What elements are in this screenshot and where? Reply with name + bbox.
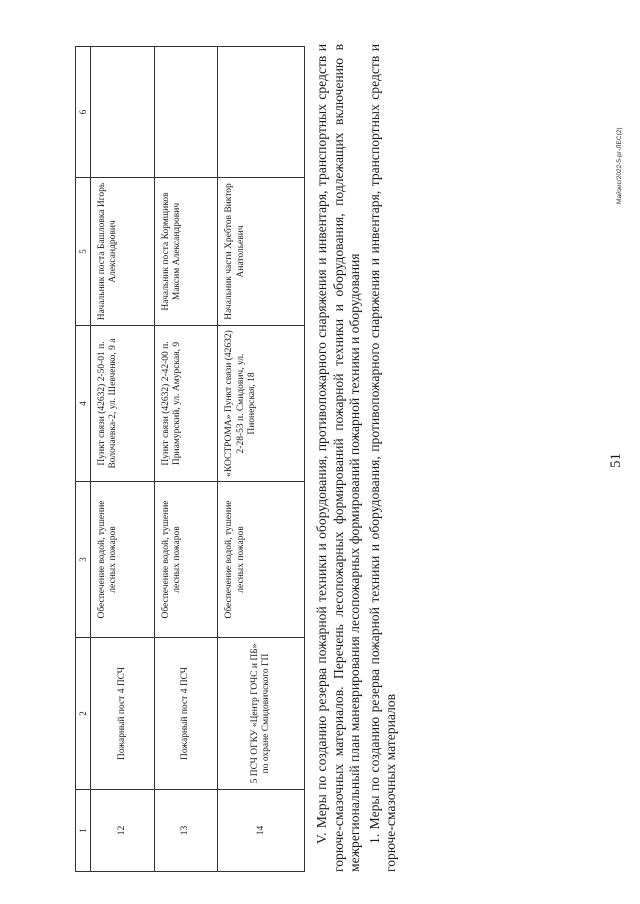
unit-head-text: Начальник поста Кормщиков Максим Александрович <box>160 192 183 311</box>
unit-contact-text: «КОСТРОМА» Пункт связи (42632) 2-28-53 п. Смидович, ул. Пионерская, 18 <box>224 330 258 477</box>
unit-task-text: Обеспечение водой, тушение лесных пожаров <box>97 500 119 619</box>
table-row <box>218 47 305 872</box>
table-row <box>91 47 155 872</box>
unit-contact-text: Пункт связи (42632) 2-50-01 п. Волочаевка-2, ул. Шевченко, 9 а <box>97 338 119 469</box>
row-number: 12 <box>91 790 155 872</box>
row-number: 13 <box>154 790 218 872</box>
header-cell: 6 <box>76 47 91 178</box>
unit-note <box>91 47 155 178</box>
unit-head <box>154 178 218 326</box>
unit-task <box>154 482 218 638</box>
unit-head-text: Начальник поста Башловка Игорь Александрович <box>97 182 119 321</box>
section-item-1: 1. Меры по созданию резерва пожарной техники и оборудования, противопожарного снаряжения и инвентаря, транспортных средств и горюче-смазочных материалов <box>366 44 398 872</box>
row-number: 14 <box>218 790 305 872</box>
section-heading: V. Меры по созданию резерва пожарной техники и оборудования, противопожарного снаряжения и инвентаря, транспортных средств и горюче-смазочных материалов. Перечень лесопожарных формирований пожарной техники и оборудования, подлежащих включению в межрегиональный план маневрирования лесопожарных формирований пожарной техники и оборудования <box>314 44 362 872</box>
unit-task-text: Обеспечение водой, тушение лесных пожаров <box>224 500 246 619</box>
unit-note <box>154 47 218 178</box>
header-cell: 4 <box>76 326 91 482</box>
unit-contact-text: Пункт связи (42632) 2-42-00 п. Приамурский, ул. Амурская, 9 <box>160 341 183 466</box>
unit-head <box>91 178 155 326</box>
unit-name: Пожарный пост 4 ПСЧ <box>154 638 218 790</box>
table-header-row <box>76 47 91 872</box>
header-cell: 3 <box>76 482 91 638</box>
unit-name: Пожарный пост 4 ПСЧ <box>91 638 155 790</box>
unit-head <box>218 178 305 326</box>
document-code: Майэис/2022-5-рг-ЛЕС(2) <box>616 127 623 204</box>
unit-task-text: Обеспечение водой, тушение лесных пожаров <box>160 500 183 619</box>
page-number: 51 <box>608 453 624 468</box>
unit-name: 5 ПСЧ ОГКУ «Центр ГОЧС и ПБ» по охране Смидовичского ГП <box>218 638 305 790</box>
fire-units-table <box>75 46 305 872</box>
header-cell: 1 <box>76 790 91 872</box>
unit-task <box>91 482 155 638</box>
unit-note <box>218 47 305 178</box>
unit-contact <box>91 326 155 482</box>
header-cell: 2 <box>76 638 91 790</box>
unit-contact <box>154 326 218 482</box>
table-row <box>154 47 218 872</box>
header-cell: 5 <box>76 178 91 326</box>
unit-head-text: Начальник части Хребтов Виктор Анатольевич <box>224 183 246 320</box>
unit-contact <box>218 326 305 482</box>
section-v <box>314 44 400 872</box>
unit-task <box>218 482 305 638</box>
